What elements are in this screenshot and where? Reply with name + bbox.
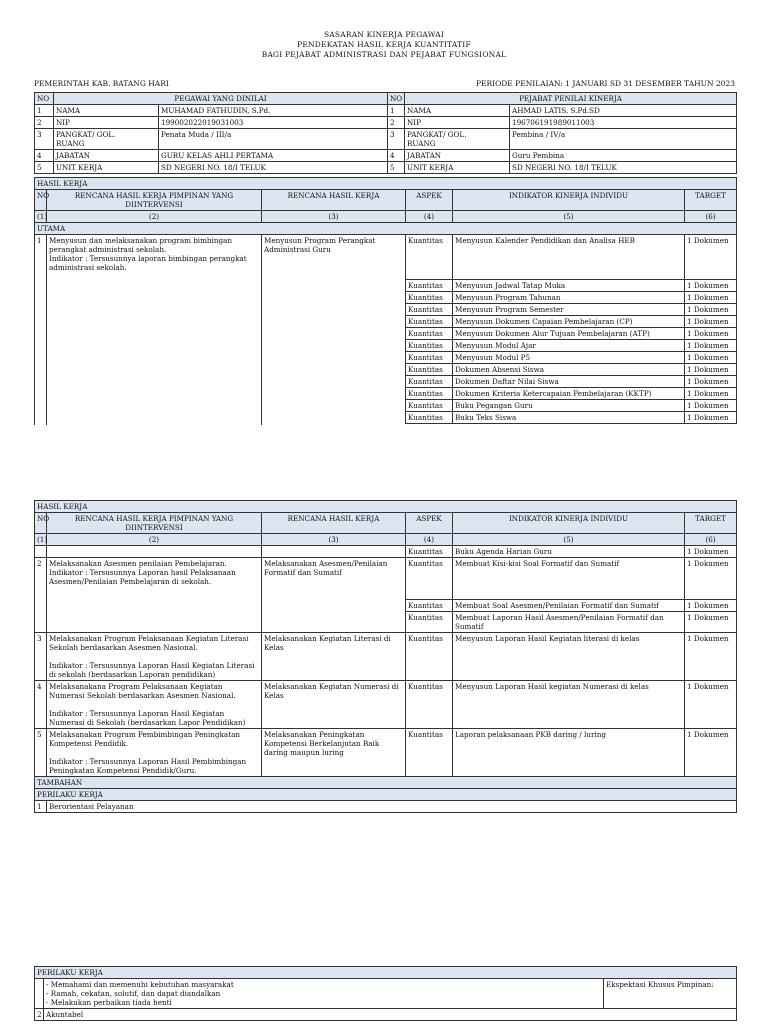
row-no: 5 [35,729,47,777]
aspek-cell: Kuantitas [406,376,453,388]
target-cell: 1 Dokumen [685,376,737,388]
row-no: 3 [35,129,54,150]
aspek-cell: Kuantitas [406,235,453,280]
indikator-cell: Buku Agenda Harian Guru [453,546,685,558]
rencana-cell: Melaksanakan Peningkatan Kompetensi Berkelanjutan Baik daring maupun luring [262,729,406,777]
indikator-cell: Membuat Kisi-kisi Soal Formatif dan Sumatif [453,558,685,600]
section-tambahan: TAMBAHAN [35,777,737,789]
indikator-cell: Menyusun Program Semester [453,304,685,316]
target-cell: 1 Dokumen [685,633,737,681]
aspek-cell: Kuantitas [406,600,453,612]
column-number-row [35,534,737,546]
table-row [35,633,737,681]
col-number: (4) [406,211,453,223]
target-cell: 1 Dokumen [685,729,737,777]
col-indikator: INDIKATOR KINERJA INDIVIDU [453,513,685,534]
table-row [35,546,737,558]
section-hasil-kerja: HASIL KERJA [35,501,737,513]
target-cell: 1 Dokumen [685,340,737,352]
hasil-header-row [35,513,737,534]
aspek-cell: Kuantitas [406,280,453,292]
aspek-cell: Kuantitas [406,316,453,328]
target-cell: 1 Dokumen [685,364,737,376]
row-no: 3 [388,129,405,150]
rencana-cell: Melaksanakan Kegiatan Literasi di Kelas [262,633,406,681]
indikator-cell: Menyusun Modul Ajar [453,340,685,352]
indikator-cell: Menyusun Dokumen Alur Tujuan Pembelajaran (ATP) [453,328,685,340]
document-header [0,30,768,60]
list-item [35,801,737,813]
field-value: 199002022019031003 [159,117,388,129]
target-cell: 1 Dokumen [685,558,737,600]
ekspektasi-label: Ekspektasi Khusus Pimpinan: [604,979,737,1009]
indikator-cell: Buku Teks Siswa [453,412,685,424]
pegawai-header-row [35,93,737,105]
col-number: (3) [262,534,406,546]
rencana-cell: Melaksanakan Kegiatan Numerasi di Kelas [262,681,406,729]
indikator-cell: Menyusun Program Tahunan [453,292,685,304]
aspek-cell: Kuantitas [406,388,453,400]
col-target: TARGET [685,513,737,534]
indikator-cell: Menyusun Dokumen Capaian Pembelajaran (CP) [453,316,685,328]
indikator-cell: Dokumen Absensi Siswa [453,364,685,376]
col-number: (5) [453,211,685,223]
target-cell: 1 Dokumen [685,328,737,340]
pegawai-row [35,105,737,117]
col-pimpinan: RENCANA HASIL KERJA PIMPINAN YANG DIINTERVENSI [47,513,262,534]
row-no: 2 [35,1009,44,1021]
row-no: 1 [35,801,47,813]
row-no: 4 [35,150,54,162]
field-value: Penata Muda / III/a [159,129,388,150]
target-cell: 1 Dokumen [685,681,737,729]
section-utama: UTAMA [35,223,737,235]
indikator-cell: Membuat Soal Asesmen/Penilaian Formatif dan Sumatif [453,600,685,612]
col-no: NO [388,93,405,105]
row-no: 1 [388,105,405,117]
target-cell: 1 Dokumen [685,235,737,280]
indikator-cell: Menyusun Jadwal Tatap Muka [453,280,685,292]
target-cell: 1 Dokumen [685,280,737,292]
header-subtitle: PENDEKATAN HASIL KERJA KUANTITATIF [297,40,471,49]
pimpinan-cell: Melaksanakan Program Pembimbingan Peningkatan Kompetensi Pendidik. Indikator : Tersusunnya Laporan Hasil Pembimbingan Peningkatan Kompetensi Pendidik/Guru. [47,729,262,777]
col-number: (2) [47,211,262,223]
field-label: NIP [405,117,510,129]
table-row [35,558,737,600]
pegawai-row [35,150,737,162]
col-number: (3) [262,211,406,223]
pimpinan-cell: Melaksanakan Asesmen penilaian Pembelajaran. Indikator : Tersusunnya Laporan hasil Pelaksanaan Asesmen/Penilaian Pembelajaran di sekolah. [47,558,262,633]
field-value: Pembina / IV/a [510,129,737,150]
pimpinan-cell: Melaksanakana Program Pelaksanaan Kegiatan Numerasi Sekolah berdasarkan Asesmen Nasional. Indikator : Tersusunnya Laporan Hasil Kegiatan Numerasi di Sekolah (berdasarkan Lapor Pendidikan) [47,681,262,729]
col-number: (6) [685,534,737,546]
indikator-cell: Laporan pelaksanaan PKB daring / luring [453,729,685,777]
institution-label: PEMERINTAH KAB. BATANG HARI [34,79,169,88]
rencana-cell: Melaksanakan Asesmen/Penilaian Formatif dan Sumatif [262,558,406,633]
row-no: 3 [35,633,47,681]
field-value: 196706191989011003 [510,117,737,129]
hasil-kerja-table-1 [34,177,737,424]
col-rencana: RENCANA HASIL KERJA [262,513,406,534]
row-no: 2 [35,117,54,129]
col-pimpinan: RENCANA HASIL KERJA PIMPINAN YANG DIINTERVENSI [47,190,262,211]
table-row [35,235,737,280]
pegawai-dinilai-title: PEGAWAI YANG DINILAI [54,93,388,105]
field-value: MUHAMAD FATHUDIN, S.Pd. [159,105,388,117]
aspek-cell: Kuantitas [406,352,453,364]
field-label: NIP [54,117,159,129]
col-number: (1) [35,211,47,223]
aspek-cell: Kuantitas [406,546,453,558]
field-label: JABATAN [405,150,510,162]
indikator-cell: Menyusun Kalender Pendidikan dan Analisa HEB [453,235,685,280]
section-hasil-kerja: HASIL KERJA [35,178,737,190]
row-no: 4 [35,681,47,729]
indikator-cell: Menyusun Laporan Hasil kegiatan Numerasi di kelas [453,681,685,729]
table-row [35,681,737,729]
field-label: PANGKAT/ GOL. RUANG [405,129,510,150]
col-number: (4) [406,534,453,546]
col-number: (5) [453,534,685,546]
field-label: NAMA [405,105,510,117]
hasil-header-row [35,190,737,211]
target-cell: 1 Dokumen [685,304,737,316]
col-aspek: ASPEK [406,513,453,534]
column-number-row [35,211,737,223]
field-label: PANGKAT/ GOL. RUANG [54,129,159,150]
pegawai-row [35,117,737,129]
target-cell: 1 Dokumen [685,612,737,633]
target-cell: 1 Dokumen [685,412,737,424]
aspek-cell: Kuantitas [406,400,453,412]
field-label: NAMA [54,105,159,117]
aspek-cell: Kuantitas [406,292,453,304]
aspek-cell: Kuantitas [406,633,453,681]
col-no: NO [35,190,47,211]
indikator-cell: Menyusun Laporan Hasil Kegiatan literasi di kelas [453,633,685,681]
row-no: 2 [35,558,47,633]
rencana-cell: Menyusun Program Perangkat Administrasi Guru [262,235,406,425]
target-cell: 1 Dokumen [685,352,737,364]
field-label: UNIT KERJA [54,162,159,174]
indikator-cell: Dokumen Daftar Nilai Siswa [453,376,685,388]
target-cell: 1 Dokumen [685,388,737,400]
hasil-kerja-table-2 [34,500,737,813]
indikator-cell: Membuat Laporan Hasil Asesmen/Penilaian Formatif dan Sumatif [453,612,685,633]
row-no: 4 [388,150,405,162]
col-number: (6) [685,211,737,223]
row-no: 5 [388,162,405,174]
aspek-cell: Kuantitas [406,612,453,633]
row-no: 1 [35,235,47,425]
aspek-cell: Kuantitas [406,681,453,729]
field-value: GURU KELAS AHLI PERTAMA [159,150,388,162]
aspek-cell: Kuantitas [406,729,453,777]
aspek-cell: Kuantitas [406,412,453,424]
col-aspek: ASPEK [406,190,453,211]
list-item [35,979,737,1009]
col-number: (2) [47,534,262,546]
list-item [35,1009,737,1021]
aspek-cell: Kuantitas [406,328,453,340]
section-perilaku-kerja: PERILAKU KERJA [35,967,737,979]
row-no: 1 [35,105,54,117]
perilaku-bullets: - Memahami dan memenuhi kebutuhan masyarakat - Ramah, cekatan, solutif, dan dapat diandalkan - Melakukan perbaikan tiada henti [44,979,604,1009]
indikator-cell: Menyusun Modul P5 [453,352,685,364]
target-cell: 1 Dokumen [685,316,737,328]
pegawai-row [35,129,737,150]
pimpinan-cell: Melaksanakan Program Pelaksanaan Kegiatan Literasi Sekolah berdasarkan Asesmen Nasional. Indikator : Tersusunnya Laporan Hasil Kegiatan Literasi di sekolah (berdasarkan Laporan pendidikan) [47,633,262,681]
table-row [35,729,737,777]
col-no: NO [35,93,54,105]
target-cell: 1 Dokumen [685,400,737,412]
target-cell: 1 Dokumen [685,292,737,304]
aspek-cell: Kuantitas [406,304,453,316]
header-title: SASARAN KINERJA PEGAWAI [323,30,445,39]
col-number: (1) [35,534,47,546]
target-cell: 1 Dokumen [685,600,737,612]
pegawai-table [34,92,737,174]
indikator-cell: Buku Pegangan Guru [453,400,685,412]
pimpinan-cell: Menyusun dan melaksanakan program bimbingan perangkat administrasi sekolah. Indikator : Tersusunnya laporan bimbingan perangkat administrasi sekolah. [47,235,262,425]
perilaku-label: Akuntabel [44,1009,737,1021]
row-no: 5 [35,162,54,174]
field-value: Guru Pembina [510,150,737,162]
pejabat-penilai-title: PEJABAT PENILAI KINERJA [405,93,737,105]
indikator-cell: Dokumen Kriteria Ketercapaian Pembelajaran (KKTP) [453,388,685,400]
period-label: PERIODE PENILAIAN: 1 JANUARI SD 31 DESEMBER TAHUN 2023 [476,79,735,88]
perilaku-kerja-table [34,966,737,1021]
col-rencana: RENCANA HASIL KERJA [262,190,406,211]
aspek-cell: Kuantitas [406,340,453,352]
col-no: NO [35,513,47,534]
section-perilaku-kerja: PERILAKU KERJA [35,789,737,801]
field-label: UNIT KERJA [405,162,510,174]
col-target: TARGET [685,190,737,211]
field-value: SD NEGERI NO. 18/I TELUK [159,162,388,174]
perilaku-label: Berorientasi Pelayanan [47,801,737,813]
row-no: 2 [388,117,405,129]
aspek-cell: Kuantitas [406,364,453,376]
target-cell: 1 Dokumen [685,546,737,558]
col-indikator: INDIKATOR KINERJA INDIVIDU [453,190,685,211]
pegawai-row [35,162,737,174]
aspek-cell: Kuantitas [406,558,453,600]
header-subtitle-2: BAGI PEJABAT ADMINISTRASI DAN PEJABAT FUNGSIONAL [261,50,507,59]
field-value: AHMAD LATIS, S.Pd.SD [510,105,737,117]
field-label: JABATAN [54,150,159,162]
field-value: SD NEGERI NO. 18/I TELUK [510,162,737,174]
